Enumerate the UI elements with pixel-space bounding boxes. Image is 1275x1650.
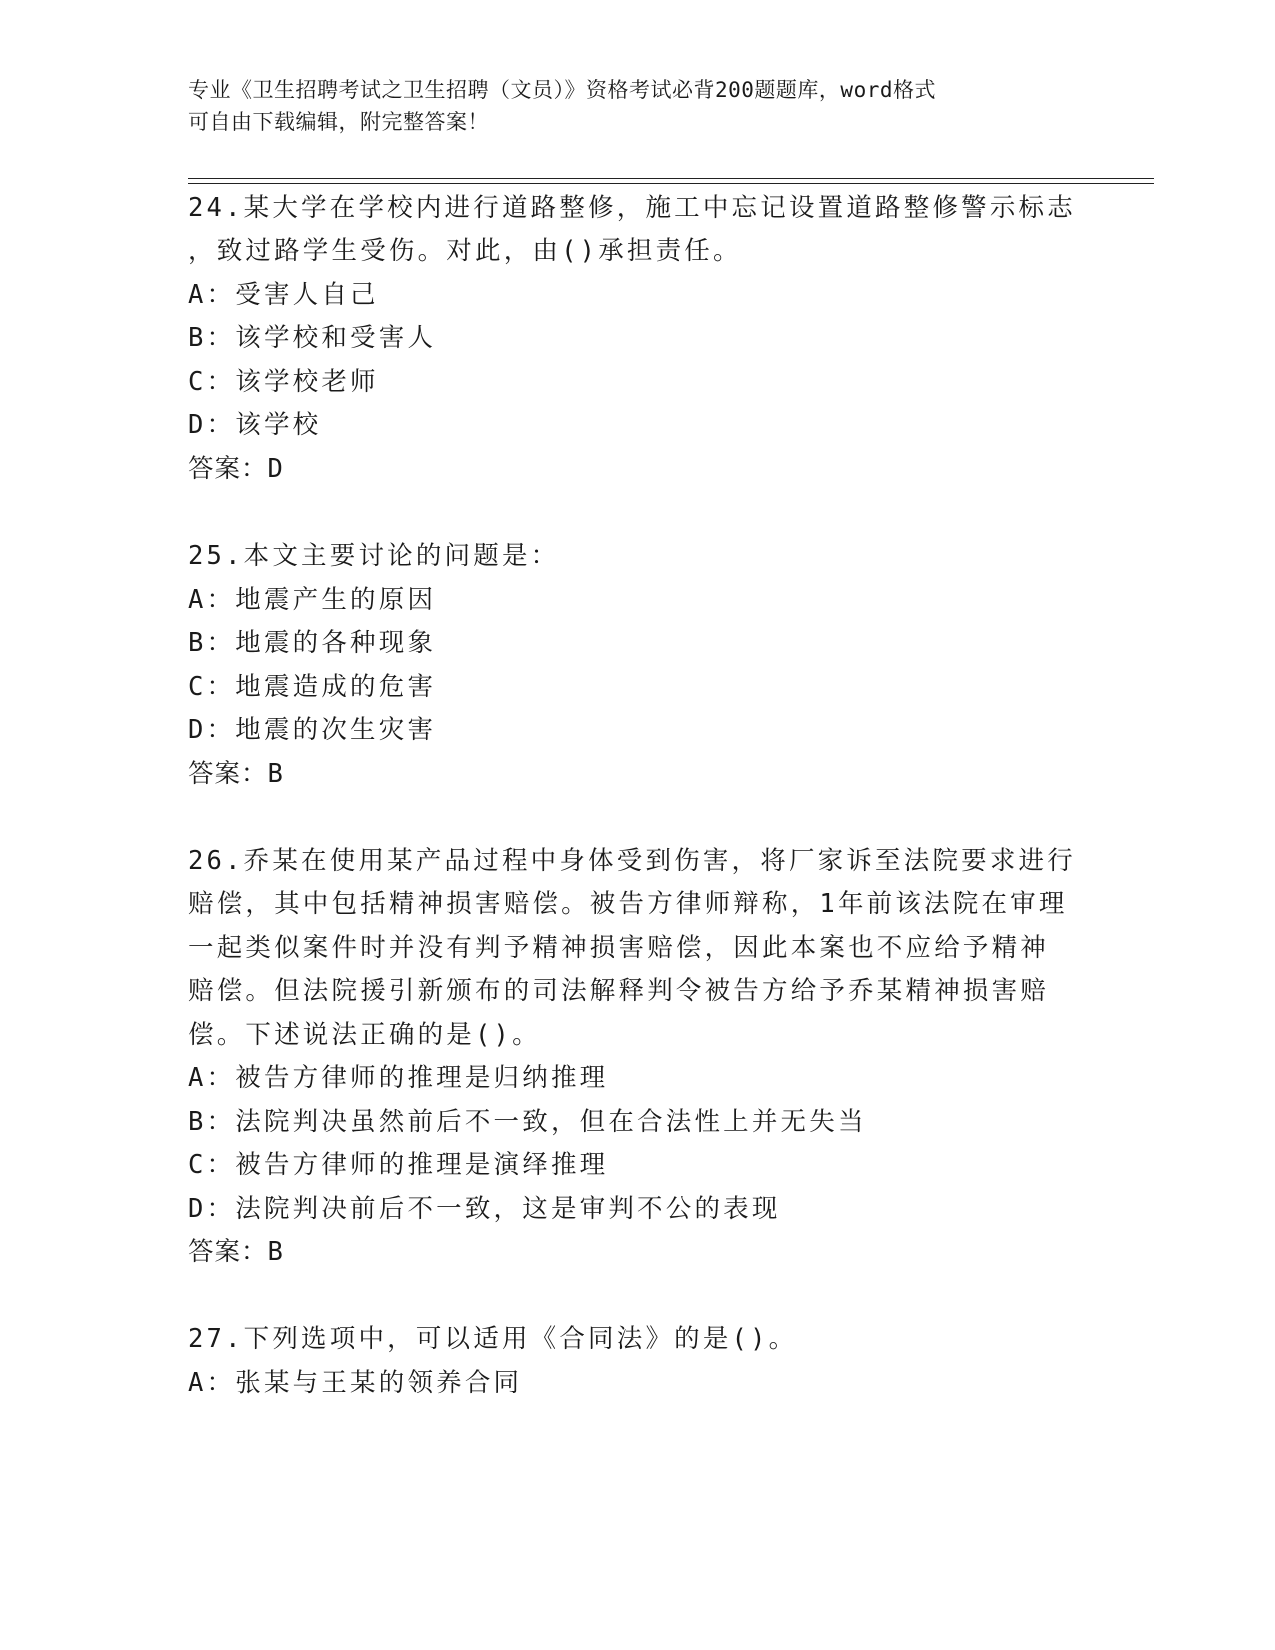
- header-line-1: 专业《卫生招聘考试之卫生招聘（文员）》资格考试必背200题题库，word格式: [188, 78, 936, 102]
- answer: 答案：B: [188, 1237, 284, 1267]
- option-d: D：法院判决前后不一致，这是审判不公的表现: [188, 1194, 781, 1224]
- question-text-line: 赔偿。但法院援引新颁布的司法解释判令被告方给予乔某精神损害赔: [188, 976, 1050, 1006]
- document-header: [188, 74, 1088, 138]
- header-line-2: 可自由下载编辑，附完整答案！: [188, 110, 489, 134]
- option-a: A：被告方律师的推理是归纳推理: [188, 1063, 609, 1093]
- question-text-line: 27.下列选项中，可以适用《合同法》的是()。: [188, 1324, 798, 1354]
- question-text-line: 赔偿，其中包括精神损害赔偿。被告方律师辩称，1年前该法院在审理: [188, 889, 1068, 919]
- header-divider-bottom: [188, 183, 1154, 184]
- question-text-line: ，致过路学生受伤。对此，由()承担责任。: [188, 236, 742, 266]
- option-b: B：地震的各种现象: [188, 628, 437, 658]
- question-text-line: 24.某大学在学校内进行道路整修，施工中忘记设置道路整修警示标志: [188, 193, 1076, 223]
- answer: 答案：D: [188, 454, 284, 484]
- option-c: C：地震造成的危害: [188, 672, 437, 702]
- option-c: C：被告方律师的推理是演绎推理: [188, 1150, 609, 1180]
- option-d: D：地震的次生灾害: [188, 715, 437, 745]
- question-text-line: 26.乔某在使用某产品过程中身体受到伤害，将厂家诉至法院要求进行: [188, 846, 1076, 876]
- option-d: D：该学校: [188, 410, 322, 440]
- header-divider-top: [188, 178, 1154, 179]
- option-a: A：地震产生的原因: [188, 585, 437, 615]
- answer: 答案：B: [188, 759, 284, 789]
- question-text-line: 25.本文主要讨论的问题是：: [188, 541, 560, 571]
- option-b: B：法院判决虽然前后不一致，但在合法性上并无失当: [188, 1107, 867, 1137]
- question-text-line: 偿。下述说法正确的是()。: [188, 1020, 541, 1050]
- question-text-line: 一起类似案件时并没有判予精神损害赔偿，因此本案也不应给予精神: [188, 933, 1050, 963]
- option-b: B：该学校和受害人: [188, 323, 437, 353]
- option-a: A：张某与王某的领养合同: [188, 1368, 523, 1398]
- option-c: C：该学校老师: [188, 367, 379, 397]
- option-a: A：受害人自己: [188, 280, 379, 310]
